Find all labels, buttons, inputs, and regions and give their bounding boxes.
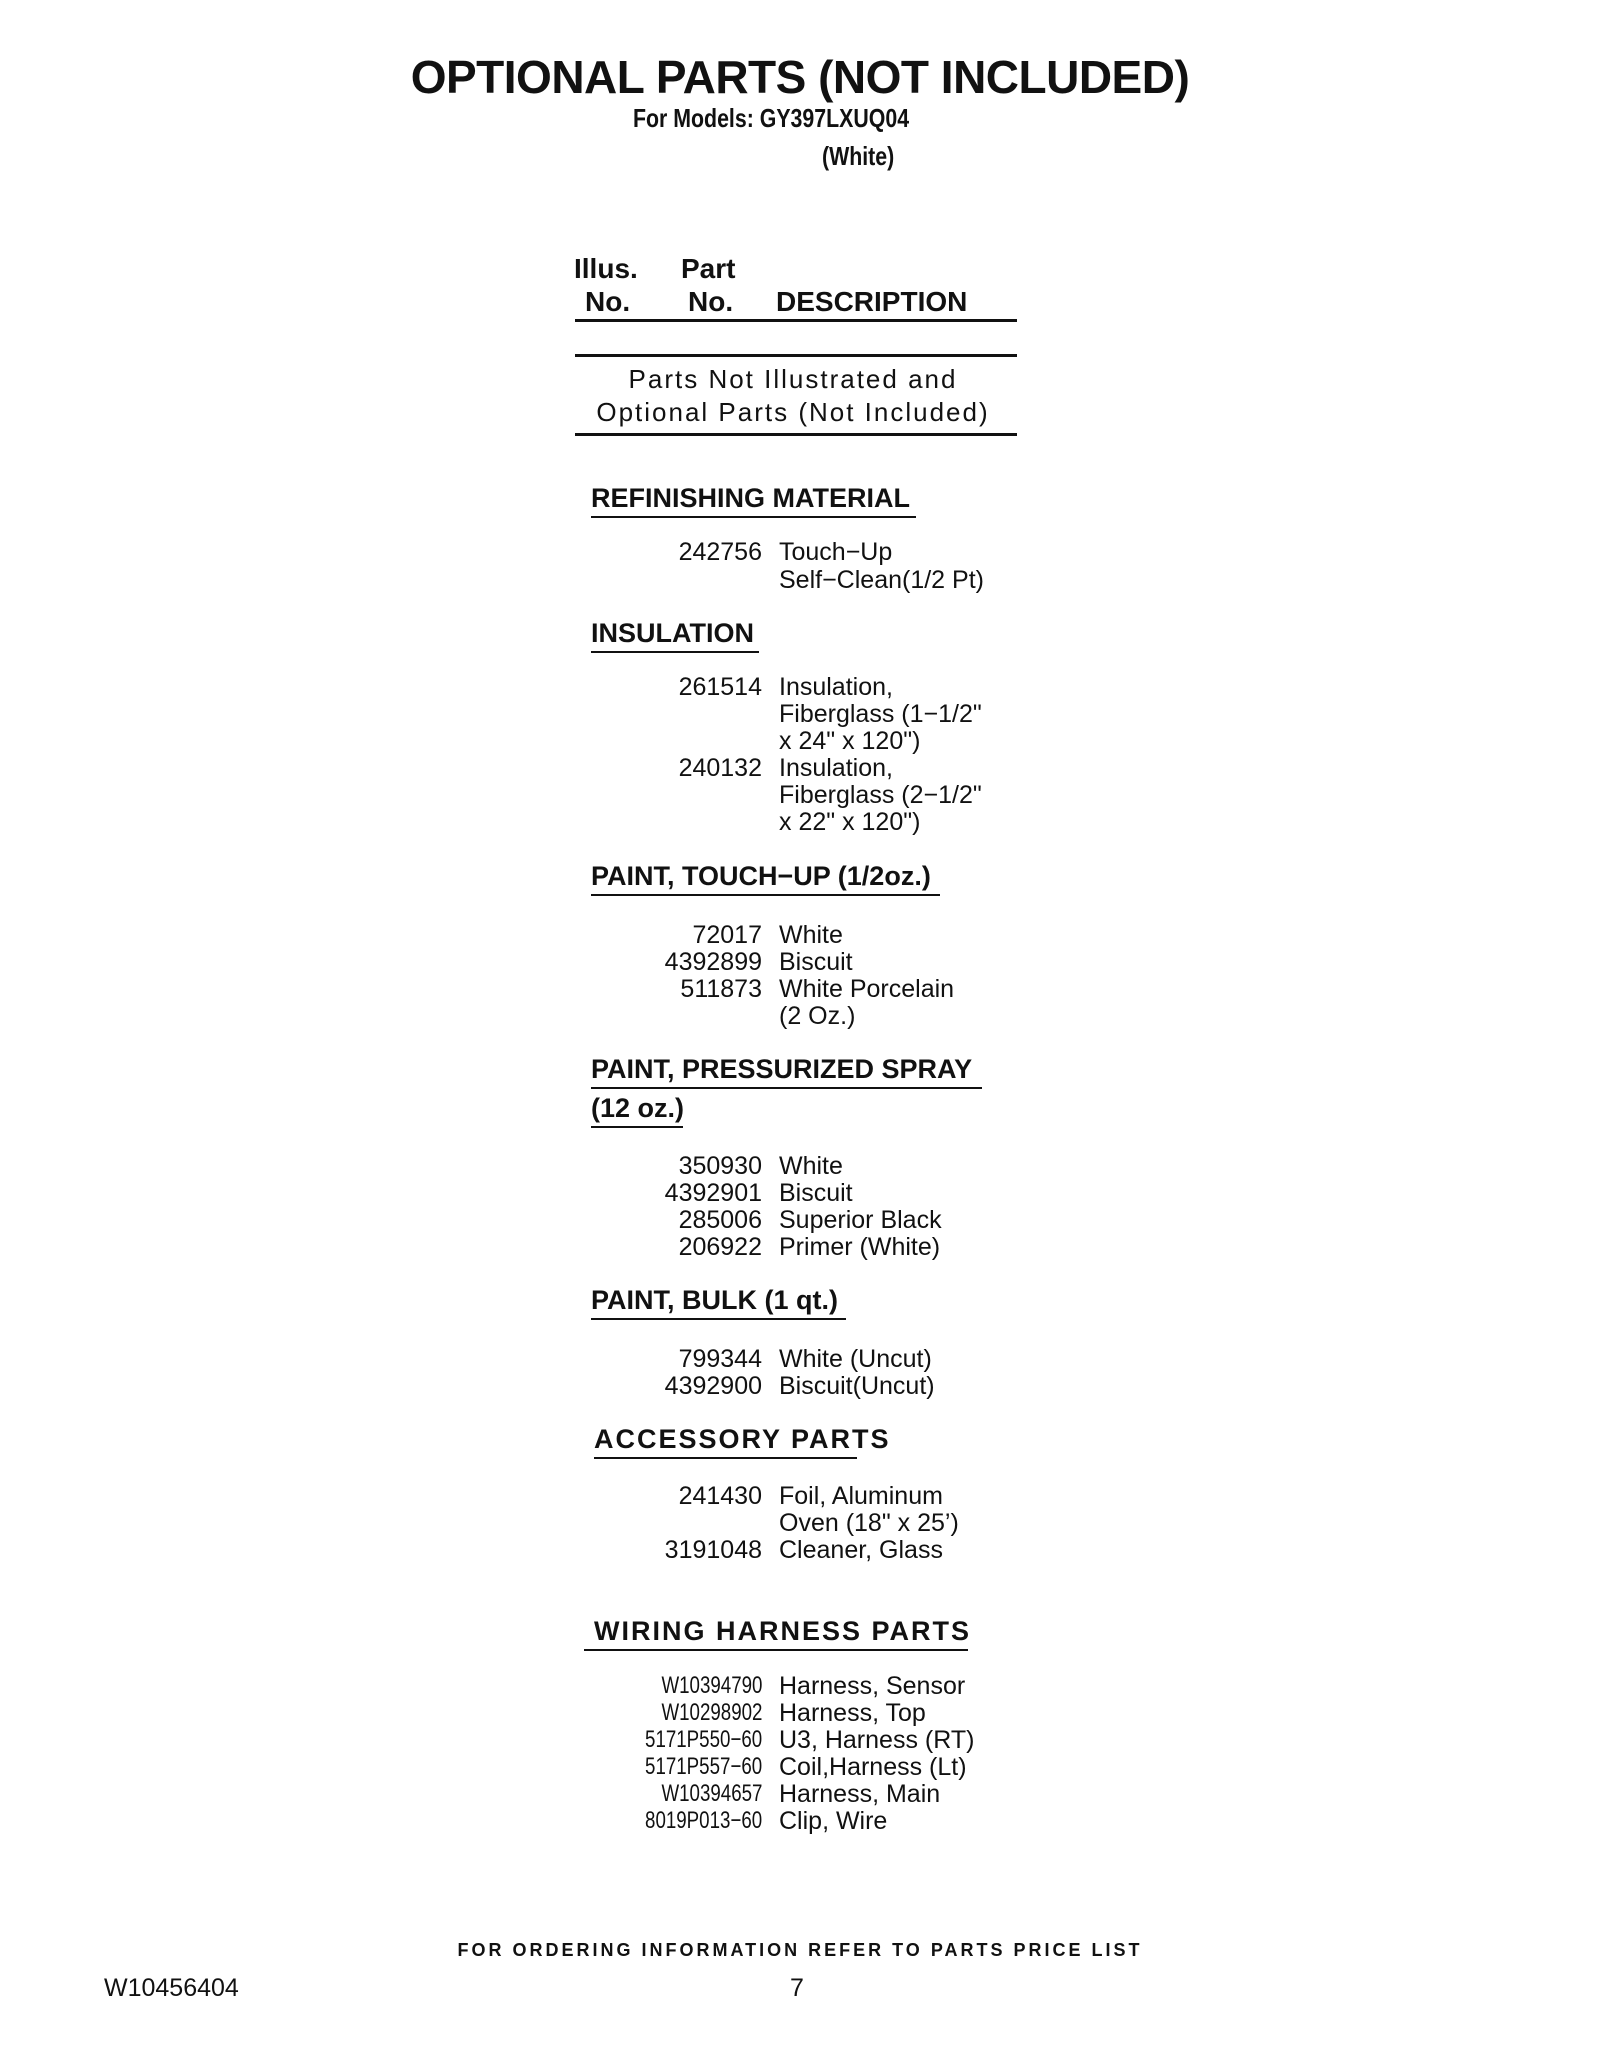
section-underline (584, 1649, 968, 1651)
page-number: 7 (790, 1974, 804, 2002)
col-header-part-top: Part (681, 253, 736, 284)
section-heading-paint-touchup: PAINT, TOUCH−UP (1/2oz.) (591, 861, 931, 891)
part-number: W10394790 (661, 1672, 762, 1699)
part-description: Superior Black (779, 1206, 942, 1234)
part-description: White (Uncut) (779, 1345, 932, 1373)
part-description: Clip, Wire (779, 1807, 888, 1835)
part-description: Biscuit (779, 1179, 853, 1207)
part-description: x 24" x 120") (779, 727, 921, 755)
part-description: Cleaner, Glass (779, 1536, 943, 1564)
section-underline (591, 651, 759, 653)
part-number: 5171P550−60 (644, 1726, 762, 1753)
document-number: W10456404 (104, 1974, 239, 2002)
part-number: 4392899 (664, 948, 762, 976)
col-header-illus-bottom: No. (585, 286, 631, 317)
part-description: Primer (White) (779, 1233, 941, 1261)
part-number: 242756 (678, 538, 762, 566)
header-rule (575, 319, 1017, 322)
part-description: Harness, Sensor (779, 1672, 966, 1700)
part-number: 285006 (678, 1206, 762, 1234)
section-underline (591, 1087, 982, 1089)
part-description: Coil,Harness (Lt) (779, 1753, 967, 1781)
section-heading-paint-spray-size: (12 oz.) (591, 1093, 685, 1123)
part-number: 261514 (678, 673, 762, 701)
section-heading-paint-spray: PAINT, PRESSURIZED SPRAY (591, 1054, 973, 1084)
part-description: Insulation, (779, 673, 893, 701)
section-underline (591, 1318, 846, 1320)
part-number: 8019P013−60 (644, 1807, 762, 1834)
part-number: 72017 (692, 921, 762, 949)
color-line: (White) (822, 141, 895, 171)
part-description: White (779, 921, 843, 949)
note-bottom-rule (575, 433, 1017, 436)
ordering-note: FOR ORDERING INFORMATION REFER TO PARTS PRICE LIST (457, 1940, 1143, 1960)
part-description: x 22" x 120") (779, 808, 921, 836)
part-description: Insulation, (779, 754, 893, 782)
part-description: Biscuit(Uncut) (779, 1372, 935, 1400)
part-number: W10394657 (661, 1780, 762, 1807)
part-number: 3191048 (664, 1536, 762, 1564)
part-description: Foil, Aluminum (779, 1482, 943, 1510)
note-top-rule (575, 354, 1017, 357)
part-description: U3, Harness (RT) (779, 1726, 975, 1754)
part-number: 4392900 (664, 1372, 762, 1400)
section-underline (591, 894, 940, 896)
part-number: 241430 (678, 1482, 762, 1510)
section-underline (591, 516, 916, 518)
part-number: W10298902 (661, 1699, 762, 1726)
section-heading-paint-bulk: PAINT, BULK (1 qt.) (591, 1285, 838, 1315)
part-description: Biscuit (779, 948, 853, 976)
part-description: Fiberglass (2−1/2" (779, 781, 982, 809)
part-number: 240132 (678, 754, 762, 782)
part-description: White (779, 1152, 843, 1180)
models-line: For Models: GY397LXUQ04 (633, 103, 910, 133)
col-header-illus-top: Illus. (574, 253, 638, 284)
part-number: 206922 (678, 1233, 762, 1261)
part-description: Touch−Up (779, 538, 893, 566)
part-number: 4392901 (664, 1179, 762, 1207)
part-description: Self−Clean(1/2 Pt) (779, 566, 984, 594)
section-underline (594, 1457, 857, 1459)
note-line-2: Optional Parts (Not Included) (596, 397, 990, 427)
col-header-description: DESCRIPTION (776, 286, 968, 317)
section-heading-accessory: ACCESSORY PARTS (594, 1424, 891, 1454)
section-heading-wiring: WIRING HARNESS PARTS (594, 1616, 972, 1646)
part-description: Harness, Main (779, 1780, 941, 1808)
part-description: White Porcelain (779, 975, 955, 1003)
part-description: Harness, Top (779, 1699, 926, 1727)
page-title: OPTIONAL PARTS (NOT INCLUDED) (410, 51, 1190, 103)
section-heading-insulation: INSULATION (591, 618, 754, 648)
part-number: 350930 (678, 1152, 762, 1180)
part-number: 511873 (680, 975, 762, 1003)
part-number: 799344 (678, 1345, 762, 1373)
part-description: (2 Oz.) (779, 1002, 856, 1030)
part-description: Oven (18" x 25’) (779, 1509, 959, 1537)
col-header-part-bottom: No. (688, 286, 734, 317)
part-number: 5171P557−60 (644, 1753, 762, 1780)
note-line-1: Parts Not Illustrated and (628, 364, 958, 394)
section-heading-refinishing: REFINISHING MATERIAL (591, 483, 910, 513)
part-description: Fiberglass (1−1/2" (779, 700, 982, 728)
section-underline (591, 1126, 683, 1128)
